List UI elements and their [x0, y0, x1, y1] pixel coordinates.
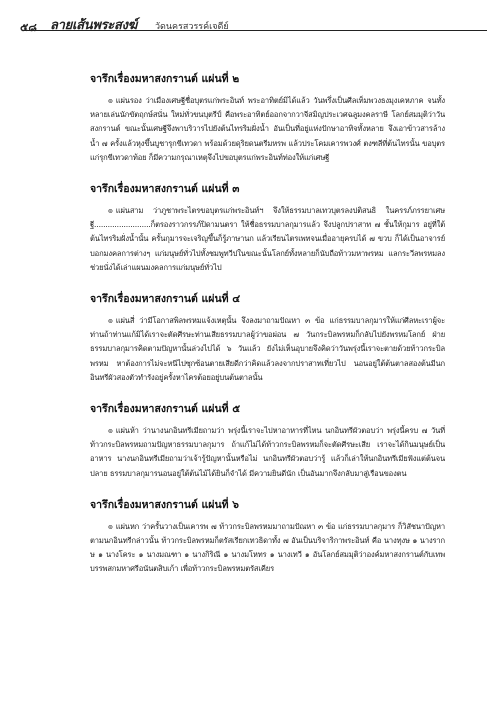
section-text: แผ่นห้า ว่านางนกอินทรีเมียถามว่า พรุ่งนี้เราจะไปหาอาหารที่ไหน นกอินทรีผัวตอบว่า พรุ่งนี้ครบ ๗ วันที่ท้าวกระบิลพรหมถามปัญหาธรรมบาลกุมาร ถ้าแก้ไม่ได้ท้าวกระบิลพรหมก็จะตัดศีรษะเสีย เราจะได้กินมนุษย์เป็นอาหาร นางนกอินทรีเมียถามว่าเจ้ารู้ปัญหานั้นหรือไม่ นกอินทรีผัวตอบว่ารู้ แล้วก็เล่าให้นกอินทรีเมียฟังแต่ต้นจนปลาย ธรรมบาลกุมารนอนอยู่ใต้ต้นไม้ได้ยินก็จำได้ มีความยินดีนัก เป็นอันมากจึงกลับมาสู่เรือนของตน	[90, 426, 445, 478]
paragraph-bullet: ๏	[108, 206, 113, 216]
section-inscription-6	[90, 496, 445, 577]
section-text: แผ่นหก ว่าครั้นวางเป็นเคารพ ๗ ท้าวกระบิลพรหมมาถามปัณหา ๓ ข้อ แก่ธรรมบาลกุมาร ก็วิสัชนาปัญหาตามนกอินทรีกล่าวนั้น ท้าวกระบิลพรหมก็ตรัสเรียกเทวธิดาทั้ง ๗ อันเป็นบริจาริกาพระอินท์ คือ นางทุงษ ๑ นางรากษ ๑ นางโคระ ๑ นางมณฑา ๑ นางกิริณี ๑ นางมโหทร ๑ นางเทวี ๑ อันโลกย์สมมุติว่าองค์มหาสงกรานต์กับเทพบรรพสกมหาศรีอนันตสิบเก้า เพื่อท้าวกระบิลพรหมตรัสเคียร	[90, 521, 445, 574]
page-header	[20, 14, 490, 40]
section-text: แผ่นสี่ ว่ามีโอกาสพิลพรหมแจ้งเหตุนั้น จึงลงมาถามปัณหา ๓ ข้อ แก่ธรรมบาลกุมารให้แก่ศีลหะเราผู้จะท่านถ้าท่านแก้มิได้เราจะตัดศีรษะท่านเสียธรรมบาลผู้ว่าขอผ่อน ๗ วันกระบิลพรหมก็กลับไปยังพรหมโลกย์ ฝ่ายธรรมบาลกุมารคิดตามปัญหานั้นล่วงไปได้ ๖ วันแล้ว ยังไม่เห็นอุบายจึงคิดว่าวันพรุ่งนี้เราจะตายด้วยท้าวกระบิลพรหม หาต้องการไม่จะหนีไปซุกซ้อนตายเสียดีกว่าคิดแล้วลงจากปราสาทเที่ยวไป นอนอยู่ใต้ต้นตาลสองต้นมีนกอินทรีผัวสองตัวทำรังอยู่ครั้งหาไครต้อยอยู่บนต้นตาลนั้น	[90, 316, 445, 382]
section-paragraph	[90, 424, 445, 481]
header-divider	[22, 30, 487, 31]
section-paragraph	[90, 204, 445, 275]
page-number: ๕๘	[20, 21, 37, 34]
section-inscription-3	[90, 180, 445, 275]
paragraph-bullet: ๏	[108, 96, 113, 105]
paragraph-bullet: ๏	[108, 316, 113, 326]
header-logo: ลายเส้นพระสงฆ์	[50, 18, 138, 33]
section-paragraph	[90, 520, 445, 577]
section-paragraph	[90, 314, 445, 385]
section-title: จารึกเรื่องมหาสงกรานต์ แผ่นที่ ๓	[90, 183, 240, 196]
section-title: จารึกเรื่องมหาสงกรานต์ แผ่นที่ ๒	[90, 73, 240, 85]
header-subtitle: วัดนครสวรรค์เจดีย์	[155, 22, 229, 32]
paragraph-bullet: ๏	[108, 521, 113, 531]
section-inscription-2	[90, 70, 445, 165]
section-inscription-4	[90, 290, 445, 385]
document-body	[90, 70, 445, 592]
section-title: จารึกเรื่องมหาสงกรานต์ แผ่นที่ ๕	[90, 403, 241, 416]
section-inscription-5	[90, 400, 445, 481]
section-paragraph	[90, 94, 445, 165]
section-text: แผ่นสาม ว่าภูชาพระไตรขอบุตรแก่พระอินท์ฯ จึงให้ธรรมบาลเทวบุตรลงปติสนธิ ในครรภ์ภรรยาเศษฐี.........................ก็ตรองราวกรรภ์ปิดามนตรา ให้ชื่อธรรมบาลกุมารแล้ว จึงปลูกปราสาท ๗ ชั้นให้กุมาร อยู่ที่ใต้ต้นไทรริมฝั่งน้ำนั้น ครั้นกุมารจะเจริญขึ้นก็รู้ภาษานก แล้วเรียนไตรเพทจนเมื่ออายุครบได้ ๗ ขวบ ก็ได้เป็นอาจารย์บอกมงคลการต่างๆ แก่มนุษย์ทั่วไปทั้งชมพูทวีปในขณะนั้นโลกย์ทั้งหลายก็นับถือท้าวมหาพรหม แลกระวีลพรหมลงช่วยนั่งได้เล่าแผนมงคลการแก่มนุษย์ทั่วไป	[90, 206, 445, 272]
paragraph-bullet: ๏	[108, 426, 113, 436]
section-title: จารึกเรื่องมหาสงกรานต์ แผ่นที่ ๔	[90, 293, 241, 306]
section-title: จารึกเรื่องมหาสงกรานต์ แผ่นที่ ๖	[90, 498, 239, 511]
section-text: แผ่นรอง ว่าเมืองเศษฐีชื่อบุตรแก่พระอินท์ พระอาทิตย์มิได้แล้ว วันพรึ่งเป็นศีลเท็มพวงธงมุงเคหภาค จนทั้งหลายเล่นนักขัตฤกษ์สนั่น ใหม่ทั่วขนบุตรีป์ คือพระอาทิตย์ออกจากวาจีสมิญประเวศฉลูมงคลราษี โลกย์สมมุติว่าวันสงกรานต์ ขณะนั้นเศษฐีจึงพาบริวารไปยังต้นไทรริมฝั่งน้ำ อันเป็นที่อยู่แห่งปักษาอาทิจทั้งหลาย จึงเอาข้าวสารล้างน้ำ ๗ ครั้งแล้วหุงขึ้นบูชารุกขีเทวดา พร้อมด้วยดุริยดนตรีมหรพ แล้วประโคมเคารพวงศ์ ตงฑลีที่ต้นไทรนั้น ขอบุตรแก่รุกขีเทวดาท้อย ก็มีความกรุณาเหตุจึงไปขอบุตรแก่พระอินท์ท่องให้แก่เศษฐี	[90, 96, 445, 162]
